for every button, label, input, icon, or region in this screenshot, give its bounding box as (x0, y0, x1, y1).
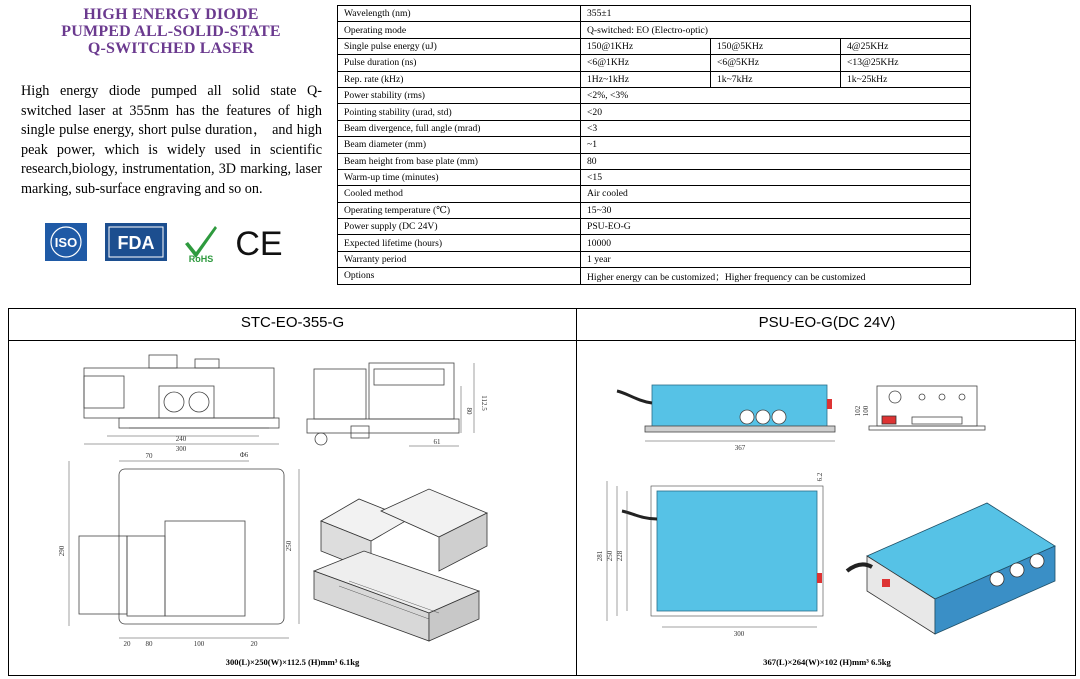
dim-300: 300 (733, 630, 745, 638)
spec-label: Options (338, 268, 581, 284)
spec-value: 1k~25kHz (841, 71, 971, 87)
title-line-2: PUMPED ALL-SOLID-STATE (61, 23, 281, 40)
dim-phi6: Φ6 (239, 451, 249, 459)
table-row (338, 169, 971, 185)
dim-70: 70 (145, 452, 153, 460)
dim-240: 240 (175, 435, 187, 443)
table-row (338, 251, 971, 267)
spec-label: Warm-up time (minutes) (338, 169, 581, 185)
spec-label: Beam height from base plate (mm) (338, 153, 581, 169)
dim-b80: 80 (145, 640, 153, 648)
spec-value: 4@25KHz (841, 38, 971, 54)
dim-250: 250 (606, 550, 614, 562)
table-row (338, 104, 971, 120)
dim-b100: 100 (193, 640, 205, 648)
iso-text: ISO (54, 235, 78, 250)
laser-top-view (69, 461, 299, 638)
laser-front-view (307, 363, 474, 446)
spec-label: Rep. rate (kHz) (338, 71, 581, 87)
fda-logo-icon (105, 223, 167, 261)
table-row (338, 268, 971, 284)
table-row (338, 6, 971, 22)
table-row (338, 55, 971, 71)
spec-value: <15 (581, 169, 971, 185)
rohs-text: RoHS (188, 254, 214, 264)
psu-isometric-view (847, 503, 1055, 634)
spec-label: Beam divergence, full angle (mrad) (338, 120, 581, 136)
spec-value: 150@5KHz (711, 38, 841, 54)
dim-300: 300 (175, 445, 187, 453)
laser-side-view (84, 355, 279, 444)
spec-value: 1Hz~1kHz (581, 71, 711, 87)
dim-100: 100 (862, 405, 870, 417)
spec-value: <6@1KHz (581, 55, 711, 71)
table-row (338, 186, 971, 202)
iso-logo-icon (45, 223, 87, 261)
title-line-3: Q-SWITCHED LASER (87, 40, 255, 57)
product-title (20, 6, 322, 57)
dim-b20r: 20 (250, 640, 258, 648)
spec-value: 10000 (581, 235, 971, 251)
dim-b20: 20 (123, 640, 131, 648)
table-row (338, 38, 971, 54)
spec-value: PSU-EO-G (581, 219, 971, 235)
dim-228: 228 (616, 550, 624, 562)
fda-text: FDA (117, 233, 155, 253)
table-row (338, 71, 971, 87)
table-row (338, 22, 971, 38)
laser-head-drawings (9, 341, 576, 655)
spec-value: <2%, <3% (581, 87, 971, 103)
spec-label: Beam diameter (mm) (338, 137, 581, 153)
laser-panel-title: STC-EO-355-G (240, 314, 345, 331)
ce-text: CE (235, 225, 283, 263)
spec-label: Warranty period (338, 251, 581, 267)
spec-label: Cooled method (338, 186, 581, 202)
spec-value: ~1 (581, 137, 971, 153)
title-line-1: HIGH ENERGY DIODE (83, 6, 259, 23)
spec-label: Wavelength (nm) (338, 6, 581, 22)
spec-label: Expected lifetime (hours) (338, 235, 581, 251)
certification-logos (45, 222, 290, 264)
dim-102: 102 (854, 405, 862, 417)
psu-dimensions-caption: 367(L)×264(W)×102 (H)mm³ 6.5kg (763, 657, 891, 667)
spec-value: <6@5KHz (711, 55, 841, 71)
dim-61: 61 (433, 438, 441, 446)
table-row (338, 235, 971, 251)
table-row (338, 153, 971, 169)
spec-value: 80 (581, 153, 971, 169)
table-row (338, 137, 971, 153)
drawings-frame (8, 308, 1076, 676)
spec-value: <13@25KHz (841, 55, 971, 71)
spec-label: Single pulse energy (uJ) (338, 38, 581, 54)
spec-label: Power supply (DC 24V) (338, 219, 581, 235)
spec-label: Operating mode (338, 22, 581, 38)
table-row (338, 202, 971, 218)
spec-value: Air cooled (581, 186, 971, 202)
spec-label: Pulse duration (ns) (338, 55, 581, 71)
spec-value: 1k~7kHz (711, 71, 841, 87)
spec-value: <3 (581, 120, 971, 136)
rohs-logo-icon (185, 226, 217, 264)
specifications-table (337, 5, 971, 285)
spec-value: 355±1 (581, 6, 971, 22)
spec-value: <20 (581, 104, 971, 120)
psu-end-view (869, 386, 985, 430)
laser-dimensions-caption: 300(L)×250(W)×112.5 (H)mm³ 6.1kg (225, 657, 360, 667)
spec-value: Higher energy can be customized；Higher frequency can be customized (581, 268, 971, 284)
dim-80: 80 (465, 407, 473, 415)
table-row (338, 87, 971, 103)
spec-value: 1 year (581, 251, 971, 267)
spec-value: 15~30 (581, 202, 971, 218)
psu-top-view (607, 481, 823, 627)
dim-6-2: 6.2 (816, 472, 824, 482)
spec-value: 150@1KHz (581, 38, 711, 54)
psu-side-view (617, 385, 835, 441)
psu-drawings (577, 341, 1076, 655)
table-row (338, 120, 971, 136)
dim-250: 250 (285, 540, 293, 552)
psu-panel-title: PSU-EO-G(DC 24V) (758, 314, 896, 331)
product-description: High energy diode pumped all solid state Q-switched laser at 355nm has the features of high single pulse energy, short pulse duration， and high peak power, which is widely used in scientific research,biology, instrumentation, 3D marking, laser marking, sub-surface engraving and so on. (21, 83, 322, 197)
dim-281: 281 (596, 550, 604, 562)
spec-label: Power stability (rms) (338, 87, 581, 103)
table-row (338, 219, 971, 235)
spec-value: Q-switched: EO (Electro-optic) (581, 22, 971, 38)
spec-label: Operating temperature (℃) (338, 202, 581, 218)
dim-112-5: 112.5 (480, 395, 488, 411)
spec-label: Pointing stability (urad, std) (338, 104, 581, 120)
dim-367: 367 (734, 444, 746, 452)
ce-logo-icon (235, 225, 282, 263)
dim-290: 290 (58, 545, 66, 557)
laser-isometric-view (314, 489, 487, 641)
